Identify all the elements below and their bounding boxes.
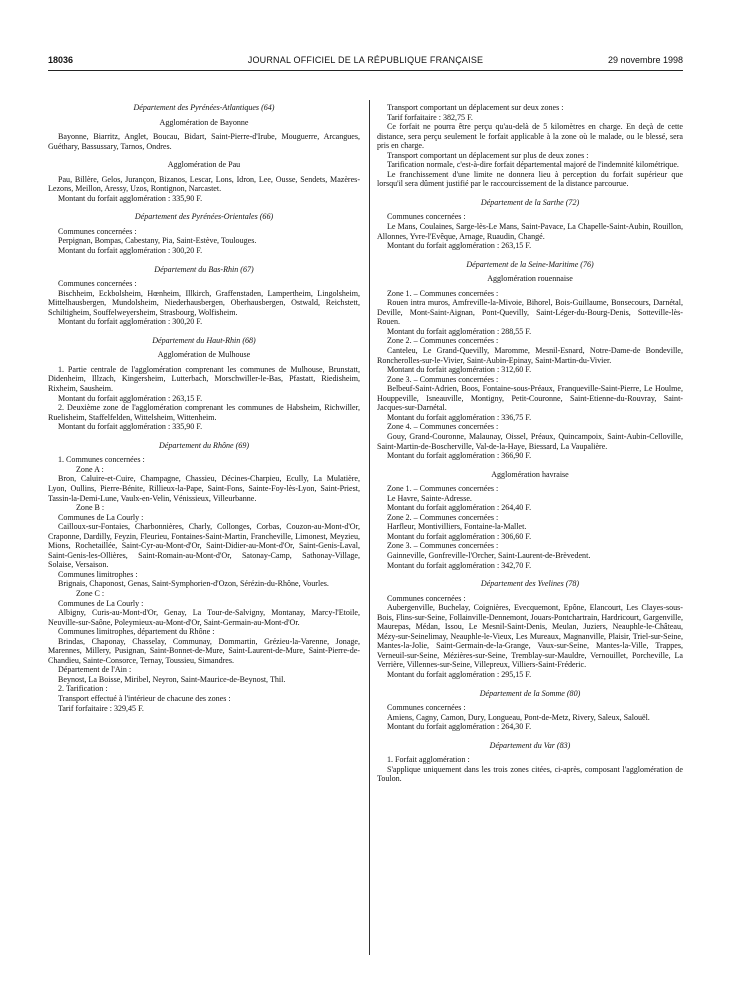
zone-label: Zone B : xyxy=(76,503,105,513)
right-column xyxy=(377,103,683,784)
paragraph: Communes concernées : xyxy=(387,593,466,603)
paragraph: Zone 1. – Communes concernées : xyxy=(387,288,499,298)
page-header xyxy=(48,55,683,69)
section-heading: Département des Pyrénées-Atlantiques (64) xyxy=(133,103,275,112)
paragraph: Ce forfait ne pourra être perçu qu'au-delà de 5 kilomètres en charge. En deçà de cette distance, sera perçu seulement le forfait applicable à la zone où le malade, ou le blessé, sera pris en charge. xyxy=(377,122,683,151)
paragraph: Zone 3. – Communes concernées : xyxy=(387,541,499,551)
paragraph: Tarification normale, c'est-à-dire forfait départemental majoré de l'indemnité kilométrique. xyxy=(387,160,679,170)
paragraph: Le Mans, Coulaines, Sarge-lès-Le Mans, Saint-Pavace, La Chapelle-Saint-Aubin, Rouillon, Allonnes, Yvre-l'Evêque, Arnage, Ruaudin, Changé. xyxy=(377,222,683,241)
paragraph: Montant du forfait agglomération : 263,15 F. xyxy=(387,241,532,251)
section-heading: Département du Rhône (69) xyxy=(158,440,250,450)
column-divider xyxy=(369,100,370,955)
header-rule xyxy=(48,70,683,71)
section-heading: Département de la Sarthe (72) xyxy=(480,197,580,207)
paragraph: Albigny, Curis-au-Mont-d'Or, Genay, La Tour-de-Salvigny, Montanay, Marcy-l'Etoile, Neuville-sur-Saône, Poleymieux-au-Mont-d'Or, Saint-Germain-au-Mont-d'Or. xyxy=(48,608,360,627)
paragraph: Tarif forfaitaire : 329,45 F. xyxy=(58,703,144,713)
paragraph: Perpignan, Bompas, Cabestany, Pia, Saint-Estève, Toulouges. xyxy=(58,236,257,246)
subheading: Agglomération de Bayonne xyxy=(159,117,249,127)
paragraph: 2. Deuxième zone de l'agglomération comprenant les communes de Habsheim, Richwiller, Ruelisheim, Staffelfelden, Wittelsheim, Wittenheim. xyxy=(48,403,360,422)
paragraph: 1. Communes concernées : xyxy=(58,455,145,465)
paragraph: Montant du forfait agglomération : 335,90 F. xyxy=(58,193,203,203)
paragraph: Gouy, Grand-Couronne, Malaunay, Oissel, Préaux, Quincampoix, Saint-Aubin-Celloville, Saint-Martin-de-Boscherville, Val-de-la-Haye, Biessard, La Vaupalière. xyxy=(377,431,683,451)
spacer xyxy=(48,432,360,441)
paragraph: Le franchissement d'une limite ne donnera lieu à perception du forfait supérieur que lorsqu'il sera dûment justifié par le raccourcissement de la distance parcourue. xyxy=(377,169,683,189)
paragraph: Bischheim, Eckbolsheim, Hœnheim, Illkirch, Graffenstaden, Lampertheim, Lingolsheim, Mittelhausbergen, Mundolsheim, Niederhausbergen, Oberhausbergen, Ostwald, Reichstett, Schiltigheim, Souffelweyersheim, Strasbourg, Wolfisheim. xyxy=(48,288,360,317)
paragraph: Montant du forfait agglomération : 300,20 F. xyxy=(58,317,203,327)
section-heading: Département du Haut-Rhin (68) xyxy=(152,335,256,345)
section-heading: Département de la Somme (80) xyxy=(479,688,581,698)
paragraph: Rouen intra muros, Amfreville-la-Mivoie, Bihorel, Bois-Guillaume, Bonsecours, Darnétal, Deville, Mont-Saint-Aignan, Pont-Quevilly, Saint-Léger-du-Bourg-Denis, Sotteville-lès-Rouen. xyxy=(377,298,683,327)
spacer xyxy=(377,251,683,260)
paragraph: Zone 2. – Communes concernées : xyxy=(387,336,499,346)
paragraph: Montant du forfait agglomération : 264,30 F. xyxy=(387,722,532,732)
paragraph: Communes de La Courly : xyxy=(58,598,144,608)
paragraph: Montant du forfait agglomération : 335,90 F. xyxy=(58,422,203,432)
subheading: Agglomération de Pau xyxy=(167,160,241,170)
paragraph: Aubergenville, Buchelay, Coignières, Evecquemont, Epône, Elancourt, Les Clayes-sous-Bois, Flins-sur-Seine, Follainville-Dennemont, Jouars-Pontchartrain, Hardricourt, Gargenville, Maurepas, Médan, Issou, Le Mesnil-Saint-Denis, Meulan, Juziers, Neauphle-le-Château, Mézy-sur-Seinelimay, Neauphle-le-Vieux, Les Mureaux, Magnanville, Plaisir, Triel-sur-Seine, Mantes-la-Jolie, Saint-Germain-de-la-Grange, Vaux-sur-Seine, Mantes-la-Ville, Trappes, Verneuil-sur-Seine, Mézières-sur-Seine, Tremblay-sur-Mauldre, Vernouillet, Porcheville, La Verrière, Villennes-sur-Seine, Villepreux, Villiers-Saint-Fréderic. xyxy=(377,603,683,670)
paragraph: Harfleur, Montivilliers, Fontaine-la-Mallet. xyxy=(387,522,527,532)
paragraph: Montant du forfait agglomération : 264,40 F. xyxy=(387,503,532,513)
spacer xyxy=(48,327,360,336)
paragraph: Amiens, Cagny, Camon, Dury, Longueau, Pont-de-Metz, Rivery, Saleux, Salouël. xyxy=(387,712,650,722)
spacer xyxy=(377,680,683,689)
paragraph: Belbeuf-Saint-Adrien, Boos, Fontaine-sous-Préaux, Franqueville-Saint-Pierre, Le Houlme, Houppeville, Isneauville, Montigny, Petit-Couronne, Saint-Etienne-du-Rouvray, Saint-Jacques-sur-Darnétal. xyxy=(377,384,683,413)
paragraph: Beynost, La Boisse, Miribel, Neyron, Saint-Maurice-de-Beynost, Thil. xyxy=(58,674,286,684)
spacer xyxy=(48,256,360,265)
paragraph: Canteleu, Le Grand-Quevilly, Maromme, Mesnil-Esnard, Notre-Dame-de Bondeville, Roncherolles-sur-le-Vivier, Saint-Aubin-Epinay, Saint-Martin-du-Vivier. xyxy=(377,346,683,365)
paragraph: Zone 2. – Communes concernées : xyxy=(387,512,499,522)
subheading: Agglomération havraise xyxy=(491,469,569,479)
paragraph: Montant du forfait agglomération : 306,60 F. xyxy=(387,531,532,541)
subheading: Agglomération de Mulhouse xyxy=(157,350,251,360)
section-heading: Département des Pyrénées-Orientales (66) xyxy=(134,212,274,222)
spacer xyxy=(377,732,683,741)
paragraph: Communes concernées : xyxy=(387,703,466,713)
journal-title: JOURNAL OFFICIEL DE LA RÉPUBLIQUE FRANÇAISE xyxy=(247,55,484,65)
section-heading: Département du Var (83) xyxy=(489,740,571,750)
publication-date: 29 novembre 1998 xyxy=(607,55,683,65)
paragraph: Bron, Caluire-et-Cuire, Champagne, Chassieu, Décines-Charpieu, Ecully, La Mulatière, Lyon, Oullins, Pierre-Bénite, Rillieux-la-Pape, Saint-Fons, Sainte-Foy-lès-Lyon, Saint-Priest, Tassin-la-Demi-Lune, Vaulx-en-Velin, Vénissieux, Villeurbanne. xyxy=(48,474,360,503)
page-number: 18036 xyxy=(48,55,74,65)
paragraph: Montant du forfait agglomération : 336,75 F. xyxy=(387,412,532,422)
paragraph: Montant du forfait agglomération : 342,70 F. xyxy=(387,560,532,570)
paragraph: Communes concernées : xyxy=(387,212,466,222)
paragraph: Communes concernées : xyxy=(58,226,137,236)
spacer xyxy=(377,461,683,470)
spacer xyxy=(377,189,683,198)
zone-label: Zone A : xyxy=(76,464,104,474)
paragraph: Transport effectué à l'intérieur de chacune des zones : xyxy=(58,693,231,703)
paragraph: Montant du forfait agglomération : 263,15 F. xyxy=(58,393,203,403)
paragraph: Communes concernées : xyxy=(58,279,137,289)
spacer xyxy=(48,151,360,160)
paragraph: Transport comportant un déplacement sur deux zones : xyxy=(387,103,564,112)
paragraph: Pau, Billère, Gelos, Jurançon, Bizanos, Lescar, Lons, Idron, Lee, Ousse, Sendets, Mazères-Lezons, Meillon, Aressy, Uzos, Rontignon, Narcastet. xyxy=(48,174,360,194)
paragraph: 1. Forfait agglomération : xyxy=(387,755,470,765)
paragraph: Le Havre, Sainte-Adresse. xyxy=(387,493,472,503)
zone-label: Zone C : xyxy=(76,588,105,598)
paragraph: Montant du forfait agglomération : 288,55 F. xyxy=(387,326,532,336)
left-column xyxy=(48,103,360,713)
paragraph: Brignais, Chaponost, Genas, Saint-Symphorien-d'Ozon, Sérézin-du-Rhône, Vourles. xyxy=(58,579,329,589)
paragraph: Zone 4. – Communes concernées : xyxy=(387,422,499,432)
paragraph: Zone 3. – Communes concernées : xyxy=(387,374,499,384)
section-heading: Département des Yvelines (78) xyxy=(480,579,580,589)
paragraph: 2. Tarification : xyxy=(58,684,108,694)
paragraph: Montant du forfait agglomération : 366,90 F. xyxy=(387,451,532,461)
paragraph: S'applique uniquement dans les trois zones citées, ci-après, composant l'agglomération de Toulon. xyxy=(377,764,683,784)
paragraph: Bayonne, Biarritz, Anglet, Boucau, Bidart, Saint-Pierre-d'Irube, Mouguerre, Arcangues, Guéthary, Bassussary, Tarnos, Ondres. xyxy=(48,132,360,151)
paragraph: Communes de La Courly : xyxy=(58,512,144,522)
paragraph: Communes limitrophes : xyxy=(58,569,138,579)
section-heading: Département du Bas-Rhin (67) xyxy=(154,264,254,274)
spacer xyxy=(48,203,360,212)
paragraph: Montant du forfait agglomération : 300,20 F. xyxy=(58,246,203,256)
subheading: Agglomération rouennaise xyxy=(487,274,573,284)
spacer xyxy=(377,570,683,579)
paragraph: Brindas, Chaponay, Chasselay, Communay, Dommartin, Grézieu-la-Varenne, Jonage, Marennes, Millery, Pusignan, Saint-Bonnet-de-Mure, Saint-Laurent-de-Mure, Saint-Pierre-de-Chandieu, Sainte-Consorce, Ternay, Toussieu, Simandres. xyxy=(48,636,360,665)
paragraph: Cailloux-sur-Fontaies, Charbonnières, Charly, Collonges, Corbas, Couzon-au-Mont-d'Or, Craponne, Dardilly, Feyzin, Fleurieu, Fontaines-Saint-Martin, Francheville, Limonest, Meyzieu, Mions, Rochetaillée, Saint-Cyr-au-Mont-d'Or, Saint-Didier-au-Mont-d'Or, Saint-Genis-Laval, Saint-Genis-les-Ollières, Saint-Romain-au-Mont-d'Or, Satonay-Camp, Sathonay-Village, Solaise, Versaison. xyxy=(48,522,360,570)
paragraph: Montant du forfait agglomération : 312,60 F. xyxy=(387,365,532,375)
paragraph: Tarif forfaitaire : 382,75 F. xyxy=(387,112,473,122)
paragraph: Transport comportant un déplacement sur plus de deux zones : xyxy=(387,150,589,160)
section-heading: Département de la Seine-Maritime (76) xyxy=(466,259,594,269)
paragraph: Zone 1. – Communes concernées : xyxy=(387,484,499,494)
paragraph: 1. Partie centrale de l'agglomération comprenant les communes de Mulhouse, Brunstatt, Didenheim, Illzach, Kingersheim, Lutterbach, Morschwiller-le-Bas, Pfastatt, Riedisheim, Rixheim, Sausheim. xyxy=(48,364,360,394)
paragraph: Département de l'Ain : xyxy=(58,665,132,675)
paragraph: Montant du forfait agglomération : 295,15 F. xyxy=(387,669,532,679)
paragraph: Communes limitrophes, département du Rhône : xyxy=(58,627,215,637)
paragraph: Gainneville, Gonfreville-l'Orcher, Saint-Laurent-de-Brèvedent. xyxy=(387,550,591,560)
